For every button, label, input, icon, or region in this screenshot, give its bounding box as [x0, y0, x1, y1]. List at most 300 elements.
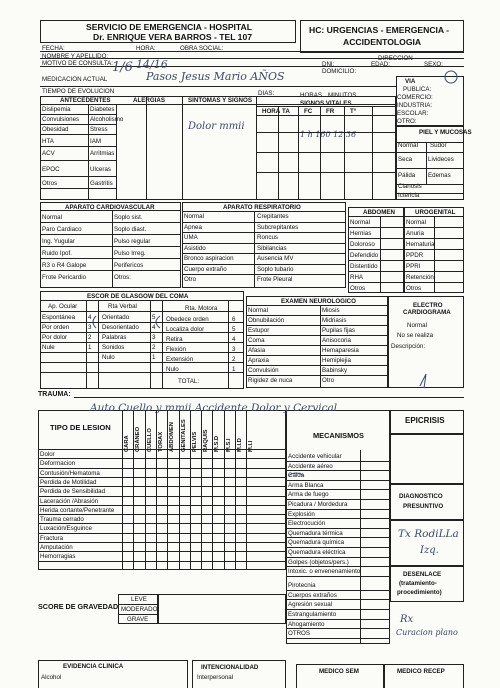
- mecanismo-item: Intoxic. o envenenamiento: [288, 568, 361, 576]
- antecedentes-title: ANTECEDENTES: [60, 97, 111, 104]
- lesion-col-head: PELVIS: [191, 431, 198, 452]
- abdomen-item: Hernias: [350, 230, 372, 237]
- cardio-rule: [40, 234, 181, 235]
- glasgow-verbal-item: Sonidos: [102, 344, 125, 351]
- neuro-item: Hemiplejia: [322, 357, 351, 364]
- glasgow-motora-item: Extensión: [166, 356, 194, 363]
- glasgow-motora-head: Rta. Motora: [185, 305, 218, 312]
- abdomen-title: ABDOMEN: [363, 209, 395, 216]
- ecg-title2: CARDIOGRAMA: [403, 309, 451, 316]
- lesion-col-rule: [212, 410, 213, 570]
- antecedente-rule: [40, 134, 116, 135]
- glasgow-verbal-item: Orientado: [102, 314, 130, 321]
- lesion-row-rule: [38, 468, 286, 469]
- resp-item: Crepitantes: [257, 213, 289, 220]
- glasgow-motora-item: Nulo: [166, 366, 179, 373]
- resp-rule: [182, 264, 346, 265]
- piel-item: Edemas: [428, 172, 451, 179]
- piel-item: Ictericia: [398, 192, 420, 199]
- signos-col-rule: [298, 106, 299, 200]
- abd-rule: [348, 260, 464, 261]
- cardio-rule: [40, 210, 181, 211]
- nombre-label: NOMBRE Y APELLIDO:: [42, 53, 109, 60]
- desenlace-title1: DESENLACE: [403, 571, 442, 578]
- direccion-label: DIRECCION: [378, 55, 413, 62]
- lesion-col-rule: [201, 410, 202, 570]
- resp-rule: [182, 222, 346, 223]
- uro-col-rule: [434, 216, 435, 293]
- abd-col-rule: [380, 216, 381, 293]
- hw-motivo2: Pasos Jesus Mario AÑOS: [146, 70, 285, 83]
- lesion-col-head: CUELLO: [146, 428, 153, 452]
- hw-signos: 1 h 160 12 36: [300, 130, 357, 139]
- neuro-item: Miosis: [322, 307, 340, 314]
- signos-col-head: TA: [282, 108, 290, 115]
- mecanismo-item: Quemadura eléctrica: [288, 549, 346, 556]
- lesion-col-rule: [190, 410, 191, 570]
- mecanismo-item: Golpes (objetos/pers.): [288, 558, 349, 566]
- domicilio-label: DOMICILIO:: [322, 68, 357, 75]
- cardio-rule: [40, 222, 181, 223]
- neuro-col-rule: [320, 305, 321, 388]
- mecanismo-rule: [286, 557, 390, 558]
- cardio-item: Frote Pericardio: [42, 274, 87, 281]
- lesion-col-rule: [246, 410, 247, 570]
- abdomen-item: RHA: [350, 274, 364, 281]
- hw-date: 14/16: [136, 58, 168, 71]
- hw-desenlace2: Curacion plano: [396, 628, 458, 637]
- lesion-row-label: Trauma cerrado: [40, 516, 84, 524]
- piel-item: Pálida: [398, 172, 416, 179]
- antecedente-item: Alcoholismo: [90, 116, 124, 123]
- cardio-item: Otros:: [114, 274, 131, 281]
- mecanismo-item: Electrocución: [288, 520, 326, 528]
- motivo-label: MOTIVO DE CONSULTA:: [42, 60, 113, 67]
- resp-item: UMA: [184, 234, 198, 241]
- lesion-col-head: ABDOMEN: [169, 422, 176, 452]
- medico-sem: MEDICO SEM: [319, 668, 359, 675]
- abd-rule: [348, 216, 464, 217]
- abdomen-item: Doloroso: [350, 241, 375, 248]
- epicrisis-title: EPICRISIS: [405, 416, 445, 425]
- mecanismo-item: Accidente vehicular: [288, 453, 342, 460]
- abdomen-item: Otros: [350, 285, 366, 292]
- trauma-label: TRAUMA:: [38, 391, 71, 398]
- hw-lesion: Auto Cuello y mmii Accidente Dolor y Cervical: [90, 402, 338, 414]
- gravedad-title: SCORE DE GRAVEDAD: [38, 602, 119, 611]
- signos-row-rule: [256, 172, 396, 173]
- abdomen-item: Defendido: [350, 252, 379, 259]
- glasgow-row-rule: [40, 352, 244, 353]
- uro-item: Hematuria: [406, 241, 435, 248]
- hc-title: HC: URGENCIAS - EMERGENCIA -: [309, 25, 450, 35]
- uro-item: PPRI: [406, 263, 421, 270]
- via-industria: INDUSTRIA:: [397, 102, 433, 109]
- glasgow-col-rule: [162, 300, 163, 389]
- resp-item: Sibilancias: [257, 244, 287, 252]
- lesion-col-head: M.S.I: [225, 438, 232, 452]
- hw-sintomas: Dolor mmii: [188, 121, 245, 132]
- neuro-rule: [246, 305, 388, 306]
- glasgow-col-rule: [228, 300, 229, 389]
- interpersonal-label: Interpersonal: [197, 674, 234, 681]
- ecg-descripcion: Descripción:: [391, 343, 426, 350]
- glasgow-col-rule: [86, 300, 87, 389]
- glasgow-title: ESCOR DE GLASGOW DEL COMA: [87, 293, 189, 300]
- cardio-rule: [40, 270, 181, 271]
- mecanismo-rule: [286, 619, 390, 620]
- glasgow-row-rule: [40, 372, 244, 373]
- neuro-item: Convulsión: [248, 367, 279, 374]
- signos-row-rule: [256, 152, 396, 153]
- neuro-item: Otro: [322, 377, 335, 384]
- glasgow-motora-score: 2: [232, 356, 236, 363]
- piel-item: Livideces: [428, 156, 454, 163]
- lesion-row-label: Herida cortante/Penetrante: [40, 506, 115, 514]
- minutos-label: MINUTOS: [328, 92, 357, 99]
- via-comercio: COMERCIO:: [397, 94, 433, 101]
- piel-item: Seca: [398, 156, 413, 163]
- signos-col-head: T°: [350, 108, 357, 115]
- glasgow-verbal-score: 2: [152, 344, 156, 351]
- ecg-normal: Normal: [407, 322, 427, 329]
- glasgow-motora-item: Retira: [166, 336, 183, 343]
- mecanismo-rule: [286, 590, 390, 591]
- glasgow-motora-score: 4: [232, 336, 236, 343]
- glasgow-verbal-item: Nulo: [102, 354, 115, 361]
- antecedente-item: Arritmias: [90, 150, 115, 157]
- piel-item: Cianosis: [398, 183, 422, 190]
- diagnostico-title2: PRESUNTIVO: [403, 503, 444, 510]
- glasgow-ocular-head: Ap. Ocular: [48, 303, 78, 310]
- sexo-label: SEXO:: [424, 61, 443, 68]
- tiempo-label: TIEMPO DE EVOLUCION: [42, 88, 115, 95]
- alergias-title: ALERGIAS: [133, 97, 165, 104]
- antecedente-item: Otros: [42, 180, 58, 187]
- piel-rule: [396, 168, 464, 169]
- mecanismo-rule: [286, 566, 390, 567]
- glasgow-ocular-item: Espontánea: [42, 314, 76, 321]
- mecanismo-rule: [286, 537, 390, 538]
- antecedente-item: ACV: [42, 150, 55, 157]
- resp-item: Bronco aspiracion: [184, 255, 234, 262]
- uro-item: Normal: [406, 219, 426, 226]
- lesion-row-label: Laceración /Abrasión: [40, 497, 99, 505]
- antecedente-item: Convulsiones: [42, 116, 80, 123]
- epicrisis-box: [390, 410, 464, 434]
- glasgow-rule: [40, 300, 244, 301]
- lesion-row-label: Perdida de Motilidad: [40, 478, 97, 486]
- resp-rule: [182, 211, 346, 212]
- intencionalidad-title: INTENCIONALIDAD: [201, 664, 259, 671]
- glasgow-ocular-item: Por orden: [42, 324, 70, 331]
- antecedente-item: IAM: [90, 138, 102, 145]
- resp-item: Normal: [184, 213, 204, 220]
- via-escolar: ESCOLAR:: [397, 110, 429, 117]
- antecedente-rule: [40, 160, 116, 161]
- abd-rule: [348, 227, 464, 228]
- neuro-item: Hemaparesia: [322, 347, 359, 354]
- antecedente-item: Diabetes: [90, 106, 115, 113]
- antecedente-rule: [40, 114, 116, 115]
- mecanismo-rule: [286, 576, 390, 577]
- glasgow-verbal-item: Palabras: [102, 334, 127, 341]
- cardio-title: APARATO CARDIOVASCULAR: [65, 204, 155, 211]
- piel-title: PIEL Y MUCOSAS: [419, 129, 472, 136]
- mecanismo-rule: [286, 470, 390, 471]
- lesion-row-label: Dolor: [40, 451, 55, 458]
- medico-recep: MEDICO RECEP: [397, 668, 445, 675]
- glasgow-col-rule: [98, 300, 99, 389]
- lesion-row-label: Contusión/Hematoma: [40, 469, 100, 477]
- mecanismo-item: Arma de fuego: [288, 491, 329, 499]
- mecanismos-title: MECANISMOS: [313, 431, 364, 440]
- glasgow-verbal-item: Desorientado: [102, 324, 139, 331]
- glasgow-motora-score: 5: [232, 326, 236, 333]
- ecg-no-realiza: No se realiza: [397, 332, 434, 339]
- lesion-col-rule: [156, 410, 157, 570]
- neuro-item: Pupilas fijas: [322, 327, 356, 334]
- uro-item: Anuria: [406, 230, 424, 237]
- resp-col-rule: [254, 211, 255, 288]
- dni-label: DNI:: [322, 61, 335, 68]
- dias-label: DIAS:: [258, 90, 275, 97]
- lesion-col-rule: [224, 410, 225, 570]
- hospital-title: SERVICIO DE EMERGENCIA - HOSPITAL: [86, 22, 253, 32]
- neuro-item: Babinsky: [322, 367, 348, 374]
- neuro-item: Afasia: [248, 347, 266, 354]
- gravedad-moderado: MODERADO: [121, 606, 158, 613]
- glasgow-ocular-item: Nule: [42, 344, 55, 351]
- resp-title: APARATO RESPIRATORIO: [223, 204, 301, 211]
- lesion-col-head: RAQUIS: [203, 429, 210, 452]
- signos-title: SIGNOS VITALES: [300, 100, 352, 107]
- glasgow-motora-item: Localiza dolor: [166, 326, 205, 333]
- signos-col-head: FR: [326, 108, 335, 115]
- mecanismo-item: Quemadura térmica: [288, 529, 343, 537]
- resp-item: Soplo tubario: [257, 265, 294, 273]
- lesion-row-rule: [38, 496, 286, 497]
- via-publica: PUBLICA:: [403, 86, 432, 93]
- resp-item: Subcrepitantes: [257, 223, 299, 231]
- resp-item: Cuerpo extraño: [184, 265, 227, 273]
- neuro-rule: [246, 325, 388, 326]
- resp-item: Apnea: [184, 223, 202, 231]
- neuro-rule: [246, 365, 388, 366]
- cardio-item: Soplo sist.: [114, 214, 143, 221]
- lesion-row-rule: [38, 505, 286, 506]
- mecanismo-item: Arma Blanca: [288, 481, 324, 489]
- piel-rule: [396, 142, 464, 143]
- antecedente-rule: [40, 146, 116, 147]
- piel-rule: [396, 152, 464, 153]
- resp-item: Roncus: [257, 234, 278, 241]
- evidencia-title: EVIDENCIA CLINICA: [63, 663, 124, 670]
- lesion-col-head: CARA: [124, 435, 130, 452]
- cardio-item: Paro Cardiaco: [42, 226, 82, 233]
- neuro-item: Anisocoria: [322, 337, 351, 344]
- glasgow-ocular-score: 1: [88, 344, 92, 351]
- via-label: VIA: [405, 78, 416, 85]
- hw-diag2: Izq.: [420, 545, 439, 556]
- lesion-col-rule: [235, 410, 236, 570]
- mecanismo-rule: [286, 628, 390, 629]
- piel-rule: [396, 184, 464, 185]
- hospital-subtitle: Dr. ENRIQUE VERA BARROS - TEL 107: [93, 32, 253, 42]
- gravedad-grave: GRAVE: [127, 616, 149, 623]
- glasgow-verbal-score: 4: [152, 324, 156, 331]
- cardio-item: Soplo diast.: [114, 226, 147, 233]
- piel-item: Sudor: [430, 142, 447, 149]
- mecanismo-item: Caida: [288, 472, 305, 480]
- abd-rule: [348, 282, 464, 283]
- mecanismo-item: Picadura / Mordedura: [288, 501, 348, 508]
- lesion-row-rule: [38, 542, 286, 543]
- glasgow-ocular-item: Por dolor: [42, 334, 68, 341]
- ecg-title1: ELECTRO: [413, 302, 443, 309]
- cardio-item: Perifericos: [114, 262, 144, 269]
- fecha-label: FECHA:: [42, 45, 65, 52]
- hw-desenlace1: Rx: [400, 614, 414, 625]
- via-otro: OTRO:: [397, 118, 417, 125]
- lesion-row-rule: [38, 514, 286, 515]
- piel-rule: [396, 193, 464, 194]
- mecanismo-rule: [286, 461, 390, 462]
- desenlace-title2: (tratamiento-: [399, 580, 437, 587]
- neuro-item: Rigidez de nuca: [248, 377, 293, 384]
- uro-item: PPDR: [406, 252, 424, 259]
- abd-rule: [348, 238, 464, 239]
- horas-label: HORAS: [300, 92, 323, 99]
- gravedad-leve: LEVE: [131, 596, 147, 603]
- lesion-row-rule: [38, 561, 286, 562]
- resp-item: Asistido: [184, 244, 206, 252]
- antecedente-item: HTA: [42, 138, 54, 145]
- mecanismo-rule: [286, 547, 390, 548]
- glasgow-row-rule: [40, 322, 244, 323]
- alcohol-label: Alcohol: [41, 674, 62, 681]
- mecanismo-item: Cuerpos extraños: [288, 591, 337, 599]
- lesion-col-rule: [145, 410, 146, 570]
- abd-rule: [348, 249, 464, 250]
- cardio-item: Pulso Irreg.: [114, 250, 146, 257]
- lesion-row-label: Amputación: [40, 544, 73, 551]
- neuro-item: Apraxia: [248, 357, 269, 364]
- lesion-row-label: Deformacion: [40, 460, 76, 468]
- neuro-item: Obnubilación: [248, 317, 285, 324]
- resp-rule: [182, 243, 346, 244]
- signos-col-head: FC: [304, 108, 313, 115]
- lesion-title: TIPO DE LESION: [50, 423, 111, 432]
- cardio-item: Pulso regular: [114, 238, 151, 245]
- piel-col-rule: [426, 142, 427, 184]
- resp-rule: [182, 274, 346, 275]
- via-box: [396, 76, 464, 126]
- hw-motivo: 1/6: [112, 60, 133, 75]
- glasgow-motora-item: Obedece orden: [166, 316, 209, 323]
- cardio-rule: [40, 246, 181, 247]
- glasgow-ocular-score: 2: [88, 334, 92, 341]
- neuro-item: Midriasis: [322, 317, 347, 324]
- signos-rule: [256, 115, 396, 116]
- antecedente-rule: [40, 124, 116, 125]
- antecedente-item: Ulceras: [90, 166, 111, 173]
- signos-col-rule: [278, 106, 279, 200]
- desenlace-box: [390, 566, 464, 602]
- lesion-col-rule: [122, 410, 123, 570]
- glasgow-ocular-score: 3: [88, 324, 92, 331]
- mecanismo-item: Explosión: [288, 510, 315, 518]
- glasgow-row-rule: [40, 332, 244, 333]
- lesion-row-label: Luxación/Esguince: [40, 525, 92, 533]
- antecedente-item: Stress: [90, 126, 108, 133]
- neuro-item: Coma: [248, 337, 265, 344]
- lesion-row-rule: [38, 533, 286, 534]
- ecg-box: [388, 296, 464, 388]
- cardio-item: Normal: [42, 214, 62, 221]
- abdomen-item: Distentido: [350, 263, 378, 270]
- lesion-col-head: M.I.D: [237, 438, 243, 452]
- glasgow-verbal-head: Rta Verbal: [108, 303, 137, 310]
- uro-title: UROGENITAL: [415, 209, 456, 216]
- lesion-col-head: M.S.D: [214, 435, 221, 452]
- cardio-item: Ruido Ipof.: [42, 250, 72, 257]
- mecanismo-item: Pirotecnia: [288, 582, 316, 590]
- glasgow-motora-score: 1: [232, 366, 236, 373]
- cardio-item: Ing. Yugular: [42, 238, 75, 245]
- glasgow-motora-score: 6: [232, 316, 236, 323]
- hospital-header: [40, 20, 296, 43]
- glasgow-row-rule: [40, 362, 244, 363]
- mecanismo-rule: [286, 609, 390, 610]
- mecanismo-item: Ahogamiento: [288, 620, 325, 628]
- signos-col-head: HORA: [262, 108, 281, 115]
- glasgow-verbal-score: 1: [152, 354, 156, 361]
- mecanismo-rule: [286, 518, 390, 519]
- medico-sem-box: [296, 664, 384, 688]
- lesion-col-rule: [167, 410, 168, 570]
- antecedente-item: Gastritis: [90, 180, 113, 187]
- lesion-col-head: CRÁNEO: [135, 426, 142, 452]
- resp-item: Ausencia MV: [257, 255, 294, 262]
- mecanismo-rule: [286, 489, 390, 490]
- edad-label: EDAD:: [371, 61, 390, 68]
- antecedente-item: Obesidad: [42, 126, 69, 133]
- lesion-col-rule: [133, 410, 134, 570]
- neuro-item: Normal: [248, 307, 268, 314]
- abdomen-item: Normal: [350, 219, 370, 226]
- abd-rule: [348, 271, 464, 272]
- neuro-title: EXAMEN NEUROLOGICO: [281, 298, 356, 305]
- sintomas-title: SINTOMAS Y SIGNOS: [188, 97, 252, 104]
- medico-recep-box: [384, 664, 464, 688]
- mecanismo-item: Quemadura química: [288, 539, 345, 547]
- lesion-row-label: Perdida de Sensibilidad: [40, 488, 106, 496]
- neuro-rule: [246, 335, 388, 336]
- glasgow-row-rule: [40, 342, 244, 343]
- antecedente-rule: [40, 176, 116, 177]
- glasgow-col-rule: [150, 300, 151, 389]
- glasgow-ocular-score: 4: [88, 314, 92, 321]
- resp-item: Frote Pleural: [257, 276, 293, 283]
- desenlace-title3: procedimiento): [397, 589, 442, 596]
- antecedente-item: EPOC: [42, 166, 60, 173]
- lesion-row-rule: [38, 477, 286, 478]
- diagnostico-box: [390, 484, 464, 520]
- signos-rule: [256, 106, 396, 107]
- signos-col-rule: [320, 106, 321, 200]
- neuro-item: Estupor: [248, 327, 270, 334]
